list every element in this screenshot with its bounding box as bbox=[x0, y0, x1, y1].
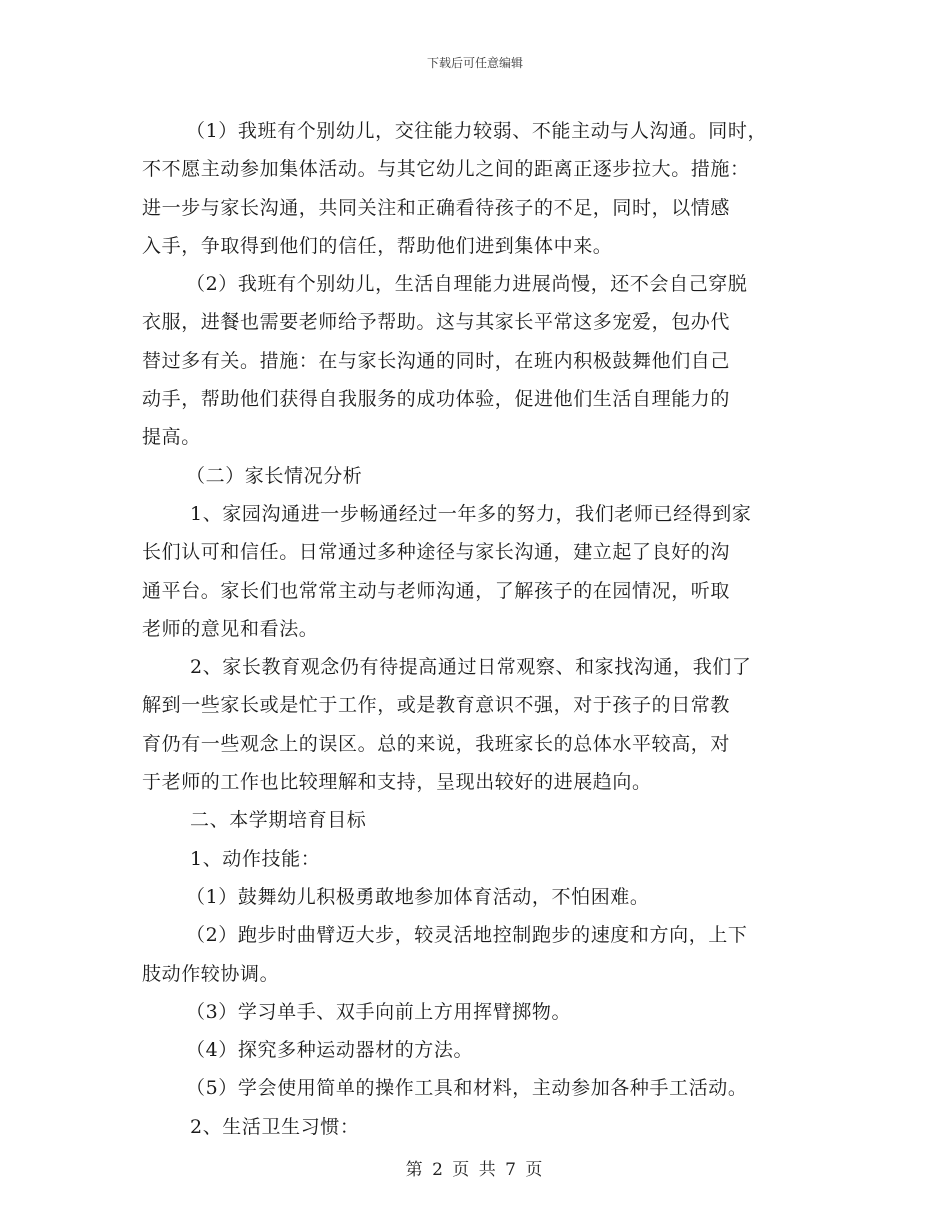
section-heading: （二）家长情况分析 bbox=[186, 464, 363, 487]
text-line: （2）跑步时曲臂迈大步，较灵活地控制跑步的速度和方向，上下 bbox=[186, 924, 748, 947]
text-line: 入手，争取得到他们的信任，帮助他们进到集体中来。 bbox=[142, 234, 613, 257]
text-line: （2）我班有个别幼儿，生活自理能力进展尚慢，还不会自己穿脱 bbox=[186, 273, 748, 296]
subsection-heading: 1、动作技能： bbox=[190, 847, 321, 870]
text-line: 解到一些家长或是忙于工作，或是教育意识不强，对于孩子的日常教 bbox=[142, 694, 731, 717]
text-line: 育仍有一些观念上的误区。总的来说，我班家长的总体水平较高，对 bbox=[142, 732, 731, 755]
text-line: 进一步与家长沟通，共同关注和正确看待孩子的不足，同时，以情感 bbox=[142, 196, 731, 219]
document-body bbox=[142, 112, 822, 1146]
text-line: 动手，帮助他们获得自我服务的成功体验，促进他们生活自理能力的 bbox=[142, 388, 731, 411]
text-line: （4）探究多种运动器材的方法。 bbox=[186, 1039, 474, 1062]
text-line: 衣服，进餐也需要老师给予帮助。这与其家长平常这多宠爱，包办代 bbox=[142, 311, 731, 334]
text-line: 替过多有关。措施：在与家长沟通的同时，在班内积极鼓舞他们自己 bbox=[142, 349, 731, 372]
text-line: （5）学会使用简单的操作工具和材料，主动参加各种手工活动。 bbox=[186, 1077, 748, 1100]
text-line: 不不愿主动参加集体活动。与其它幼儿之间的距离正逐步拉大。措施： bbox=[142, 158, 750, 181]
text-line: （1）鼓舞幼儿积极勇敢地参加体育活动，不怕困难。 bbox=[186, 885, 650, 908]
text-line: 老师的意见和看法。 bbox=[142, 617, 319, 640]
page-header: 下载后可任意编辑 bbox=[426, 56, 523, 70]
text-line: 提高。 bbox=[142, 426, 201, 449]
text-line: 长们认可和信任。日常通过多种途径与家长沟通，建立起了良好的沟 bbox=[142, 541, 731, 564]
section-heading: 二、本学期培育目标 bbox=[190, 809, 367, 832]
subsection-heading: 2、生活卫生习惯： bbox=[190, 1115, 360, 1138]
text-line: 1、家园沟通进一步畅通经过一年多的努力，我们老师已经得到家 bbox=[190, 502, 752, 525]
text-line: （1）我班有个别幼儿，交往能力较弱、不能主动与人沟通。同时， bbox=[186, 120, 768, 142]
text-line: 于老师的工作也比较理解和支持，呈现出较好的进展趋向。 bbox=[142, 771, 652, 794]
text-line: （3）学习单手、双手向前上方用挥臂掷物。 bbox=[186, 1000, 572, 1023]
page-footer: 第 2 页 共 7 页 bbox=[405, 1160, 545, 1180]
text-line: 通平台。家长们也常常主动与老师沟通，了解孩子的在园情况，听取 bbox=[142, 579, 731, 602]
text-line: 2、家长教育观念仍有待提高通过日常观察、和家找沟通，我们了 bbox=[190, 656, 752, 679]
text-line: 肢动作较协调。 bbox=[142, 962, 280, 985]
